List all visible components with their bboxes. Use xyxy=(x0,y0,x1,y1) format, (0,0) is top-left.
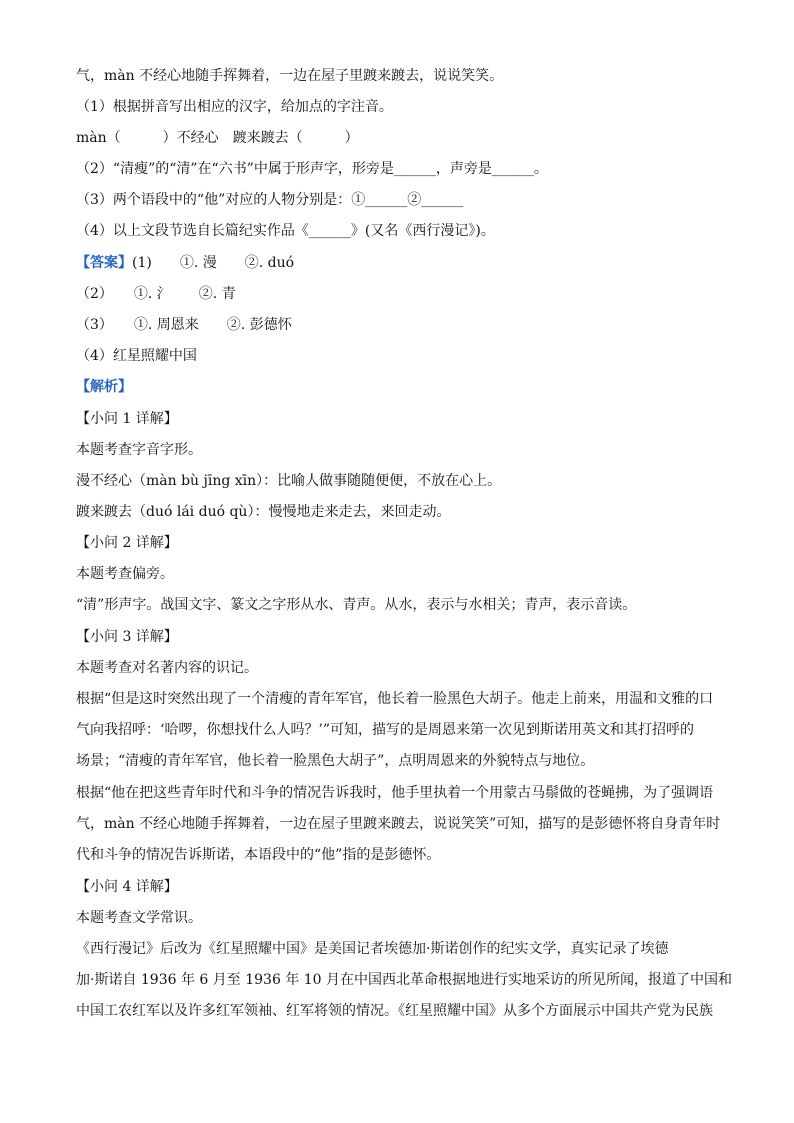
answer-line-3: （3） ①. 周恩来 ②. 彭德怀 xyxy=(76,317,292,333)
analysis-text: 气向我招呼：‘哈啰，你想找什么人吗？’”可知，描写的是周恩来第一次见到斯诺用英文和其打招呼的 xyxy=(76,722,695,738)
analysis-text: 本题考查对名著内容的识记。 xyxy=(76,660,258,676)
answer-label: 【答案】 xyxy=(76,255,132,271)
sub-question-heading: 【小问 3 详解】 xyxy=(76,629,178,645)
analysis-text: 本题考查偏旁。 xyxy=(76,566,174,582)
analysis-text: 气，màn 不经心地随手挥舞着，一边在屋子里踱来踱去，说说笑笑”可知，描写的是彭德怀将自身青年时 xyxy=(76,816,721,832)
analysis-text: 踱来踱去（duó lái duó qù）：慢慢地走来走去，来回走动。 xyxy=(76,504,451,520)
question-3: （3）两个语段中的“他”对应的人物分别是：①______②______ xyxy=(76,192,464,208)
sub-question-heading: 【小问 4 详解】 xyxy=(76,879,178,895)
analysis-text: 中国工农红军以及许多红军领袖、红军将领的情况。《红星照耀中国》从多个方面展示中国共产党为民族 xyxy=(76,1003,713,1019)
question-1-blanks: màn（ ）不经心 踱来踱去（ ） xyxy=(76,130,359,146)
question-1: （1）根据拼音写出相应的汉字，给加点的字注音。 xyxy=(76,99,393,115)
sub-question-heading: 【小问 2 详解】 xyxy=(76,535,178,551)
question-2: （2）“清瘦”的“清”在“六书”中属于形声字，形旁是______，声旁是______。 xyxy=(76,161,548,177)
analysis-text: 根据“但是这时突然出现了一个清瘦的青年军官，他长着一脸黑色大胡子。他走上前来，用温和文雅的口 xyxy=(76,691,714,707)
analysis-text: 漫不经心（màn bù jīng xīn）：比喻人做事随随便便，不放在心上。 xyxy=(76,473,502,489)
analysis-text: 《西行漫记》后改为《红星照耀中国》是美国记者埃德加·斯诺创作的纪实文学，真实记录了埃德 xyxy=(76,941,669,957)
analysis-heading xyxy=(76,377,736,397)
sub-question-heading: 【小问 1 详解】 xyxy=(76,411,178,427)
analysis-text: 本题考查字音字形。 xyxy=(76,442,202,458)
answer-line-4: （4）红星照耀中国 xyxy=(76,348,197,364)
analysis-text: 代和斗争的情况告诉斯诺，本语段中的“他”指的是彭德怀。 xyxy=(76,847,441,863)
answer-text: (1) ①. 漫 ②. duó xyxy=(132,255,295,271)
analysis-text: “清”形声字。战国文字、篆文之字形从水、青声。从水，表示与水相关；青声，表示音读。 xyxy=(76,597,637,613)
analysis-text: 本题考查文学常识。 xyxy=(76,910,202,926)
analysis-text: 加·斯诺自 1936 年 6 月至 1936 年 10 月在中国西北革命根据地进行实地采访的所见所闻，报道了中国和 xyxy=(76,972,733,988)
answer-line-1 xyxy=(76,253,736,273)
passage-line: 气，màn 不经心地随手挥舞着，一边在屋子里踱来踱去，说说笑笑。 xyxy=(76,68,504,84)
answer-line-2: （2） ①. 氵 ②. 青 xyxy=(76,286,236,302)
analysis-label: 【解析】 xyxy=(76,379,132,395)
question-4: （4）以上文段节选自长篇纪实作品《______》(又名《西行漫记》)。 xyxy=(76,223,495,239)
analysis-text: 根据“他在把这些青年时代和斗争的情况告诉我时，他手里执着一个用蒙古马鬃做的苍蝇拂，为了强调语 xyxy=(76,785,714,801)
analysis-text: 场景；“清瘦的青年军官，他长着一脸黑色大胡子”，点明周恩来的外貌特点与地位。 xyxy=(76,753,595,769)
